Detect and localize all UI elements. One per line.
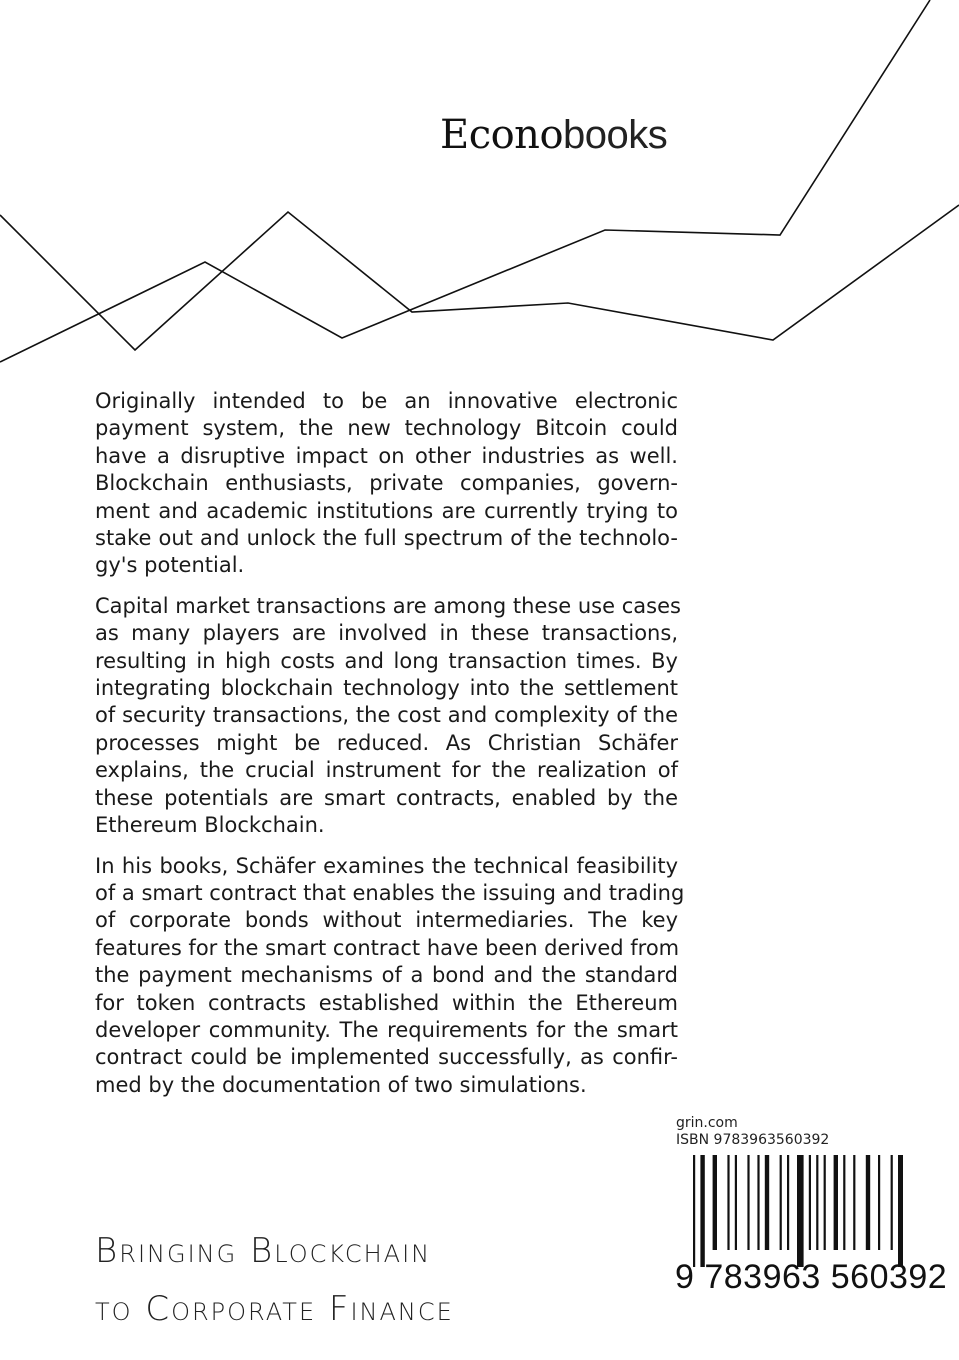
blurb-line: In his books, Schäfer examines the technical feasibility bbox=[95, 853, 678, 878]
barcode-bar bbox=[700, 1155, 704, 1267]
blurb-line: contract could be implemented successfully, as confir- bbox=[95, 1045, 678, 1070]
barcode-bar bbox=[878, 1155, 880, 1250]
title-line-1: Bringing Blockchain bbox=[95, 1231, 432, 1271]
barcode-bar bbox=[843, 1155, 845, 1250]
barcode-bar bbox=[780, 1155, 782, 1250]
blurb-line: Originally intended to be an innovative electronic bbox=[95, 389, 678, 413]
barcode-bar bbox=[713, 1155, 717, 1250]
blurb-line: features for the smart contract have been derived from bbox=[95, 935, 680, 960]
barcode-bar bbox=[735, 1155, 737, 1250]
blurb-line: payment system, the new technology Bitcoin could bbox=[95, 416, 678, 441]
blurb-paragraph bbox=[95, 593, 681, 840]
barcode-bar bbox=[787, 1155, 789, 1250]
barcode-bar bbox=[898, 1155, 903, 1267]
blurb-line: Blockchain enthusiasts, private companies, govern- bbox=[95, 471, 678, 496]
barcode-bar bbox=[797, 1155, 804, 1267]
barcode-digits: 9 783963 560392 bbox=[675, 1258, 948, 1296]
decorative-line-2 bbox=[0, 0, 930, 362]
blurb-paragraph bbox=[95, 388, 678, 580]
book-title bbox=[95, 1222, 454, 1338]
blurb-line: of corporate bonds without intermediaries. The key bbox=[95, 908, 678, 933]
publisher-website: grin.com bbox=[676, 1115, 738, 1131]
blurb-line: processes might be reduced. As Christian Schäfer bbox=[95, 730, 678, 755]
blurb-line: Capital market transactions are among these use cases bbox=[95, 593, 681, 618]
blurb-line: gy's potential. bbox=[95, 553, 245, 578]
publisher-info bbox=[676, 1115, 829, 1149]
blurb-line: the payment mechanisms of a bond and the standard bbox=[95, 963, 678, 988]
barcode-bar bbox=[765, 1155, 769, 1250]
barcode-bar bbox=[891, 1155, 893, 1250]
blurb-line: explains, the crucial instrument for the realization of bbox=[95, 758, 678, 783]
blurb-line: of security transactions, the cost and complexity of the bbox=[95, 703, 678, 728]
barcode-bar bbox=[824, 1155, 826, 1250]
barcode-bar bbox=[693, 1155, 695, 1267]
isbn-barcode bbox=[693, 1155, 903, 1267]
title-line-2: to Corporate Finance bbox=[95, 1289, 454, 1329]
barcode-bar bbox=[809, 1155, 811, 1250]
barcode-bar bbox=[816, 1155, 818, 1250]
decorative-line-graphic bbox=[0, 0, 959, 400]
isbn-label: ISBN 9783963560392 bbox=[676, 1132, 830, 1148]
blurb-line: resulting in high costs and long transaction times. By bbox=[95, 648, 678, 673]
publisher-logo bbox=[440, 112, 667, 158]
blurb-line: developer community. The requirements for the smart bbox=[95, 1017, 678, 1042]
blurb-line: have a disruptive impact on other industries as well. bbox=[95, 443, 678, 468]
blurb-line: of a smart contract that enables the issuing and trading bbox=[95, 880, 685, 905]
barcode-bar bbox=[866, 1155, 870, 1250]
barcode-bar bbox=[747, 1155, 749, 1250]
barcode-bar bbox=[727, 1155, 729, 1250]
barcode-bar bbox=[834, 1155, 838, 1250]
blurb-line: integrating blockchain technology into the settlement bbox=[95, 676, 678, 701]
blurb-line: as many players are involved in these transactions, bbox=[95, 621, 678, 646]
logo-books: books bbox=[563, 113, 668, 157]
blurb-line: Ethereum Blockchain. bbox=[95, 813, 325, 838]
blurb-line: these potentials are smart contracts, enabled by the bbox=[95, 785, 678, 810]
barcode-bar bbox=[757, 1155, 759, 1250]
logo-econo: Econo bbox=[440, 112, 564, 158]
back-cover-blurb bbox=[95, 388, 685, 1112]
barcode-bar bbox=[853, 1155, 855, 1250]
blurb-line: for token contracts established within the Ethereum bbox=[95, 990, 678, 1015]
blurb-line: med by the documentation of two simulations. bbox=[95, 1072, 587, 1097]
blurb-paragraph bbox=[95, 853, 685, 1100]
blurb-line: stake out and unlock the full spectrum of the technolo- bbox=[95, 526, 678, 551]
decorative-line-1 bbox=[0, 205, 959, 350]
blurb-line: ment and academic institutions are currently trying to bbox=[95, 498, 678, 523]
